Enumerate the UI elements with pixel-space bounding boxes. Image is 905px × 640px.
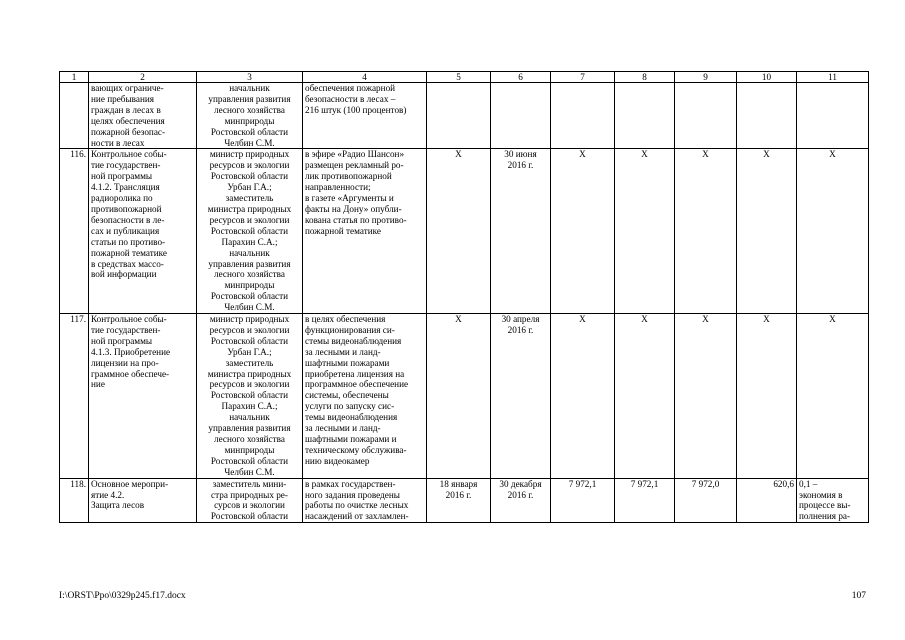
responsible-cell: министр природных ресурсов и экологии Ростовской области Урбан Г.А.; заместитель министра природных ресурсов и экологии Ростовской области Парахин С.А.; начальник управления развития лесного хозяйства минприроды Ростовской области Челбин С.М. xyxy=(197,149,303,314)
plan-start-cell: X xyxy=(427,149,491,314)
budget-limit-cell: X xyxy=(615,314,675,479)
col-header-5: 5 xyxy=(427,72,491,83)
row-number: 117. xyxy=(60,314,89,479)
budget-contract-cell: 7 972,0 xyxy=(675,478,737,523)
budget-plan-cell: X xyxy=(551,314,615,479)
plan-start-cell: X xyxy=(427,314,491,479)
col-header-10: 10 xyxy=(737,72,797,83)
notes-cell: X xyxy=(797,314,869,479)
table-row xyxy=(60,83,869,149)
budget-contract-cell: X xyxy=(675,314,737,479)
header-row xyxy=(60,72,869,83)
actual-date-cell: 30 июня 2016 г. xyxy=(491,149,551,314)
col-header-3: 3 xyxy=(197,72,303,83)
page-number: 107 xyxy=(851,591,866,601)
notes-cell: 0,1 – экономия в процессе вы- полнения ра- xyxy=(797,478,869,523)
budget-actual-cell: X xyxy=(737,314,797,479)
budget-plan-cell: 7 972,1 xyxy=(551,478,615,523)
event-cell: Контрольное собы- тие государствен- ной программы 4.1.3. Приобретение лицензии на про- граммное обеспече- ние xyxy=(89,314,197,479)
budget-contract-cell xyxy=(675,83,737,149)
result-cell: в целях обеспечения функционирования си- стемы видеонаблюдения за лесными и ланд- шафтными пожарами приобретена лицензия на программное обеспечение системы, обеспечены услуги по запуску сис- темы видеонаблюдения за лесными и ланд- шафтными пожарами и техническому обслужива- нию видеокамер xyxy=(303,314,427,479)
row-number xyxy=(60,83,89,149)
event-cell: Основное меропри- ятие 4.2. Защита лесов xyxy=(89,478,197,523)
plan-start-cell: 18 января 2016 г. xyxy=(427,478,491,523)
result-cell: обеспечения пожарной безопасности в лесах – 216 штук (100 процентов) xyxy=(303,83,427,149)
budget-plan-cell xyxy=(551,83,615,149)
responsible-cell: начальник управления развития лесного хозяйства минприроды Ростовской области Челбин С.М. xyxy=(197,83,303,149)
row-number: 116. xyxy=(60,149,89,314)
budget-actual-cell: 620,6 xyxy=(737,478,797,523)
budget-limit-cell: X xyxy=(615,149,675,314)
col-header-11: 11 xyxy=(797,72,869,83)
budget-plan-cell: X xyxy=(551,149,615,314)
col-header-6: 6 xyxy=(491,72,551,83)
col-header-9: 9 xyxy=(675,72,737,83)
notes-cell xyxy=(797,83,869,149)
budget-contract-cell: X xyxy=(675,149,737,314)
col-header-8: 8 xyxy=(615,72,675,83)
budget-actual-cell xyxy=(737,83,797,149)
budget-actual-cell: X xyxy=(737,149,797,314)
budget-limit-cell xyxy=(615,83,675,149)
document-path: I:\ORST\Ppo\0329p245.f17.docx xyxy=(59,591,186,601)
actual-date-cell: 30 апреля 2016 г. xyxy=(491,314,551,479)
table-row xyxy=(60,314,869,479)
col-header-2: 2 xyxy=(89,72,197,83)
notes-cell: X xyxy=(797,149,869,314)
col-header-4: 4 xyxy=(303,72,427,83)
col-header-7: 7 xyxy=(551,72,615,83)
report-table xyxy=(59,71,869,523)
actual-date-cell xyxy=(491,83,551,149)
result-cell: в рамках государствен- ного задания проведены работы по очистке лесных насаждений от захламлен- xyxy=(303,478,427,523)
table-row xyxy=(60,478,869,523)
col-header-1: 1 xyxy=(60,72,89,83)
event-cell: Контрольное собы- тие государствен- ной программы 4.1.2. Трансляция радиоролика по противопожарной безопасности в ле- сах и публикация статьи по противо- пожарной тематике в средствах массо- вой информации xyxy=(89,149,197,314)
row-number: 118. xyxy=(60,478,89,523)
plan-start-cell xyxy=(427,83,491,149)
actual-date-cell: 30 декабря 2016 г. xyxy=(491,478,551,523)
responsible-cell: заместитель мини- стра природных ре- сурсов и экологии Ростовской области xyxy=(197,478,303,523)
responsible-cell: министр природных ресурсов и экологии Ростовской области Урбан Г.А.; заместитель министра природных ресурсов и экологии Ростовской области Парахин С.А.; начальник управления развития лесного хозяйства минприроды Ростовской области Челбин С.М. xyxy=(197,314,303,479)
result-cell: в эфире «Радио Шансон» размещен рекламный ро- лик противопожарной направленности; в газете «Аргументы и факты на Дону» опубли- кована статья по противо- пожарной тематике xyxy=(303,149,427,314)
table-row xyxy=(60,149,869,314)
budget-limit-cell: 7 972,1 xyxy=(615,478,675,523)
event-cell: вающих ограниче- ние пребывания граждан в лесах в целях обеспечения пожарной безопас- ности в лесах xyxy=(89,83,197,149)
